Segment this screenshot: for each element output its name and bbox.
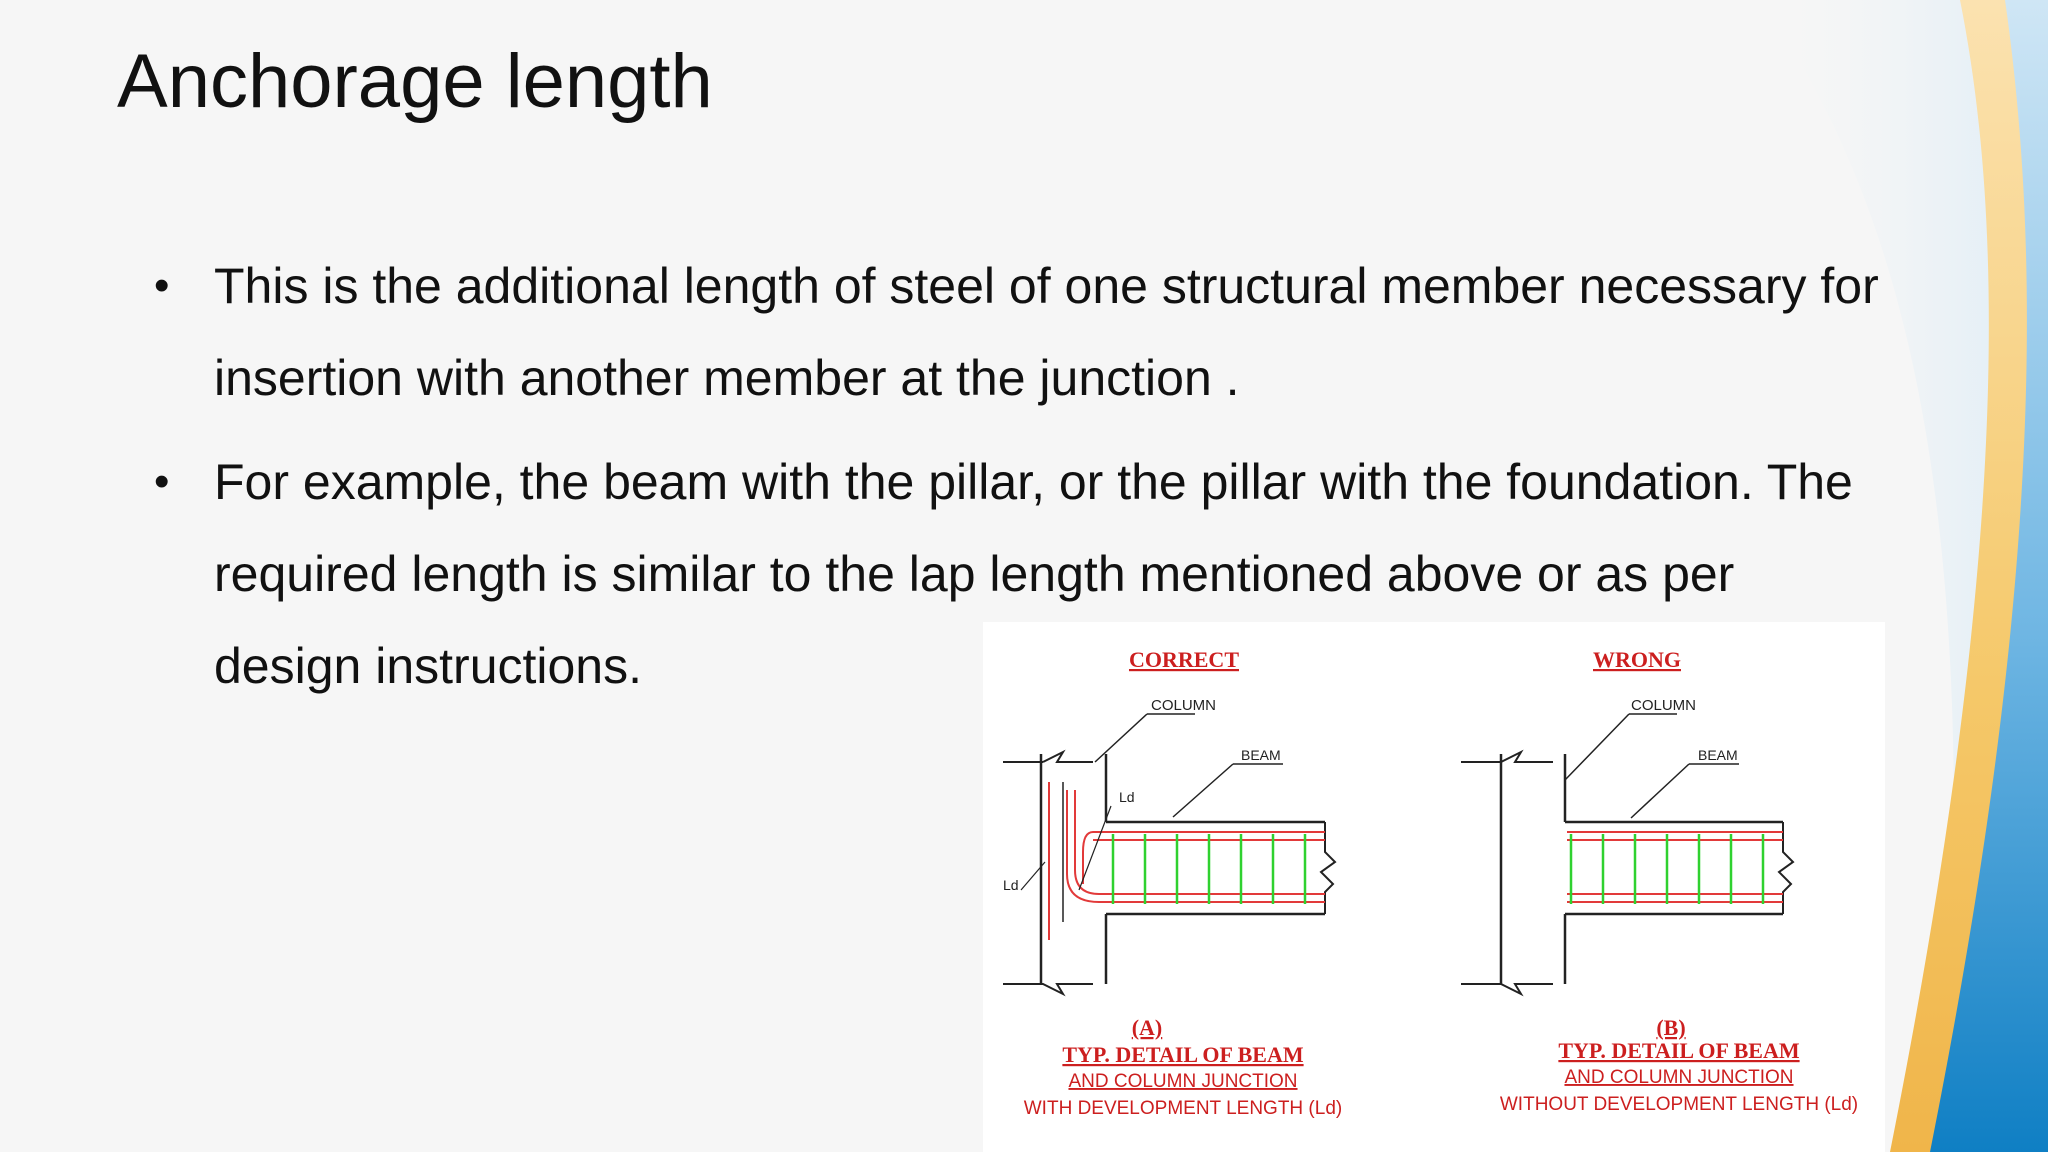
correct-detail xyxy=(1003,647,1342,1119)
bullet-text: This is the additional length of steel of one structural member necessary for insertion with another member at the junction . xyxy=(214,258,1879,406)
bullet-item xyxy=(150,240,1890,424)
beam-label: BEAM xyxy=(1698,747,1738,763)
caption-line2-a: AND COLUMN JUNCTION xyxy=(1068,1071,1298,1092)
caption-line1-a: TYP. DETAIL OF BEAM xyxy=(1062,1042,1304,1067)
caption-line3-a: WITH DEVELOPMENT LENGTH (Ld) xyxy=(1023,1098,1343,1119)
column-label: COLUMN xyxy=(1631,697,1697,714)
bullet-text: For example, the beam with the pillar, or the pillar with the foundation. The required length is similar to the lap length mentioned above or as per design instructions. xyxy=(214,454,1853,694)
wrong-heading: WRONG xyxy=(1593,647,1681,672)
ld-label-side: Ld xyxy=(1003,877,1019,893)
junction-diagram xyxy=(983,622,1885,1152)
beam-column-junction-figure xyxy=(983,622,1885,1152)
caption-line1-b: TYP. DETAIL OF BEAM xyxy=(1558,1038,1800,1063)
column-label: COLUMN xyxy=(1151,697,1217,714)
correct-heading: CORRECT xyxy=(1128,647,1240,672)
bullet-dot-icon: • xyxy=(154,261,170,310)
wrong-detail xyxy=(1461,647,1858,1115)
caption-line2-b: AND COLUMN JUNCTION xyxy=(1564,1067,1794,1088)
caption-letter-a: (A) xyxy=(1131,1015,1163,1040)
caption-line3-b: WITHOUT DEVELOPMENT LENGTH (Ld) xyxy=(1499,1094,1859,1115)
bullet-dot-icon: • xyxy=(154,457,170,506)
slide-title: Anchorage length xyxy=(117,39,713,124)
ld-label-top: Ld xyxy=(1119,789,1135,805)
beam-label: BEAM xyxy=(1241,747,1281,763)
caption-letter-b: (B) xyxy=(1656,1015,1686,1040)
